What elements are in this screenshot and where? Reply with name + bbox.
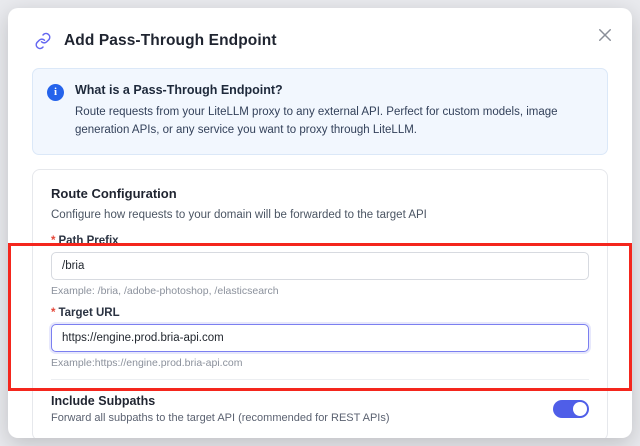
path-prefix-label bbox=[51, 235, 589, 247]
include-subpaths-toggle[interactable] bbox=[553, 400, 589, 418]
target-url-field bbox=[51, 307, 589, 369]
page-title: Add Pass-Through Endpoint bbox=[64, 32, 277, 49]
add-pass-through-endpoint-dialog bbox=[8, 8, 632, 438]
include-subpaths-title: Include Subpaths bbox=[51, 393, 156, 408]
path-prefix-label-text: Path Prefix bbox=[58, 234, 119, 247]
path-prefix-field bbox=[51, 235, 589, 297]
info-callout-title: What is a Pass-Through Endpoint? bbox=[75, 83, 283, 97]
include-subpaths-row bbox=[51, 379, 589, 424]
target-url-input[interactable] bbox=[51, 324, 589, 352]
close-icon[interactable] bbox=[596, 26, 614, 44]
include-subpaths-description: Forward all subpaths to the target API (recommended for REST APIs) bbox=[51, 411, 390, 424]
path-prefix-hint: Example: /bria, /adobe-photoshop, /elasticsearch bbox=[51, 284, 279, 297]
link-icon bbox=[34, 32, 52, 50]
target-url-label-text: Target URL bbox=[58, 306, 120, 319]
info-callout bbox=[32, 68, 608, 155]
toggle-knob bbox=[573, 402, 587, 416]
target-url-label bbox=[51, 307, 589, 319]
dialog-body bbox=[8, 60, 632, 438]
route-configuration-title: Route Configuration bbox=[51, 185, 177, 201]
target-url-hint: Example:https://engine.prod.bria-api.com bbox=[51, 356, 243, 369]
dialog-header bbox=[8, 8, 632, 60]
info-icon: i bbox=[47, 84, 64, 101]
path-prefix-input[interactable] bbox=[51, 252, 589, 280]
info-callout-text: Route requests from your LiteLLM proxy to any external API. Perfect for custom models, image generation APIs, or any service you want to proxy through LiteLLM. bbox=[75, 106, 558, 136]
required-marker: * bbox=[51, 234, 56, 247]
route-configuration-description: Configure how requests to your domain will be forwarded to the target API bbox=[51, 208, 427, 221]
required-marker: * bbox=[51, 306, 56, 319]
route-configuration-section bbox=[32, 169, 608, 438]
